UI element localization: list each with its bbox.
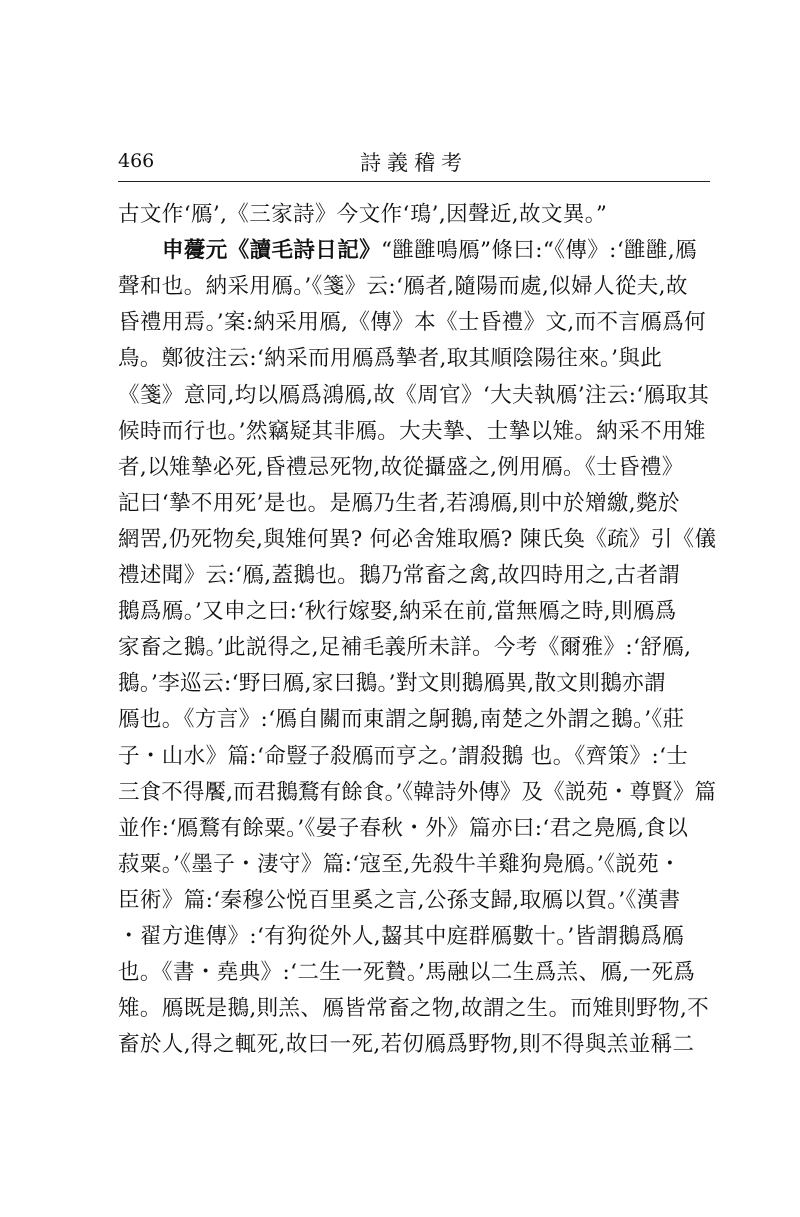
text-line [118,883,681,919]
text-segment: 者,以雉摯必死,昏禮忌死物,故從攝盛之,例用鴈。《士昏禮》 [118,454,684,480]
text-segment: 三食不得饜,而君鵝鶩有餘食。’《韓詩外傳》及《説苑・尊賢》篇 [118,779,717,805]
text-line [118,775,716,811]
text-line [118,594,677,630]
text-line [118,1027,694,1063]
text-segment: 候時而行也。’然竊疑其非鴈。大夫摯、士摯以雉。納采不用雉 [118,418,706,444]
text-segment: 菽粟。’《墨子・淒守》篇:‘寇至,先殺牛羊雞狗鳧鴈。’《説苑・ [118,851,681,877]
text-segment: ・翟方進傳》:‘有狗從外人,齧其中庭群鴈數十。’皆謂鵝爲鴈 [118,924,685,949]
text-line [118,955,695,991]
text-line [118,450,684,486]
bold-citation: 申蘉元《讀毛詩日記》 [162,238,382,264]
text-segment: 聲和也。納采用鴈。’《箋》云:‘鴈者,隨陽而處,似婦人從夫,故 [118,274,688,300]
text-line [118,341,662,377]
text-segment: 鴈也。《方言》:‘鴈自關而東謂之鴚鵝,南楚之外謂之鵝。’《莊 [118,707,685,733]
text-line [118,991,709,1027]
text-segment: “雝雝鳴鴈”條曰:“《傳》:‘雝雝,鴈 [381,238,697,264]
text-line [118,197,607,233]
text-segment: 並作:‘鴈鶩有餘粟。’《晏子春秋・外》篇亦曰:‘君之鳧鴈,食以 [118,815,689,841]
header-rule [118,181,710,182]
text-line [118,702,685,738]
text-segment: 鵝爲鴈。’又申之曰:‘秋行嫁娶,納采在前,當無鴈之時,則鴈爲 [118,599,677,625]
page-number: 466 [118,150,155,172]
text-segment: 《箋》意同,均以鴈爲鴻鴈,故《周官》‘大夫執鴈’注云:‘鴈取其 [118,382,710,408]
text-line [118,522,716,558]
text-line [118,847,681,883]
text-line [118,558,680,594]
text-line [118,811,688,847]
text-segment: 也。《書・堯典》:‘二生一死贄。’馬融以二生爲羔、鴈,一死爲 [118,960,696,986]
text-segment: 鳥。鄭彼注云:‘納采而用鴈爲摯者,取其順陰陽往來。’與此 [118,346,663,372]
running-title: 詩義稽考 [360,151,468,175]
text-segment: 古文作‘鴈’,《三家詩》今文作‘鳿’,因聲近,故文異。” [118,202,608,227]
text-line [118,630,691,666]
text-line [118,269,688,305]
text-segment: 子・山水》篇:‘命豎子殺鴈而亨之。’謂殺鵝 也。《齊策》:‘士 [118,743,689,769]
text-segment: 網罟,仍死物矣,與雉何異? 何必舍雉取鴈? 陳氏奐《疏》引《儀 [118,526,717,552]
text-line [118,486,680,522]
text-line [118,305,706,341]
text-line [118,666,666,702]
text-segment: 禮述聞》云:‘鴈,蓋鵝也。鵝乃常畜之禽,故四時用之,古者謂 [118,563,681,588]
text-line [118,919,684,955]
text-segment: 家畜之鵝。’此説得之,足補毛義所未詳。今考《爾雅》:‘舒鴈, [118,635,692,661]
text-segment: 雉。鴈既是鵝,則羔、鴈皆常畜之物,故謂之生。而雉則野物,不 [118,996,710,1022]
text-segment: 臣術》篇:‘秦穆公悦百里奚之言,公孫支歸,取鴈以賀。’《漢書 [118,887,681,913]
text-line [162,233,697,269]
text-segment: 記曰‘摯不用死’是也。是鴈乃生者,若鴻鴈,則中於矰繳,斃於 [118,490,680,516]
text-segment: 鵝。’李巡云:‘野曰鴈,家曰鵝。’對文則鵝鴈異,散文則鵝亦謂 [118,671,666,697]
text-segment: 昏禮用焉。’案:納采用鴈,《傳》本《士昏禮》文,而不言鴈爲何 [118,310,706,336]
text-line [118,378,709,414]
text-line [118,739,688,775]
text-segment: 畜於人,得之輒死,故曰一死,若仞鴈爲野物,則不得與羔並稱二 [118,1032,695,1058]
text-line [118,414,706,450]
page-header [118,147,710,181]
